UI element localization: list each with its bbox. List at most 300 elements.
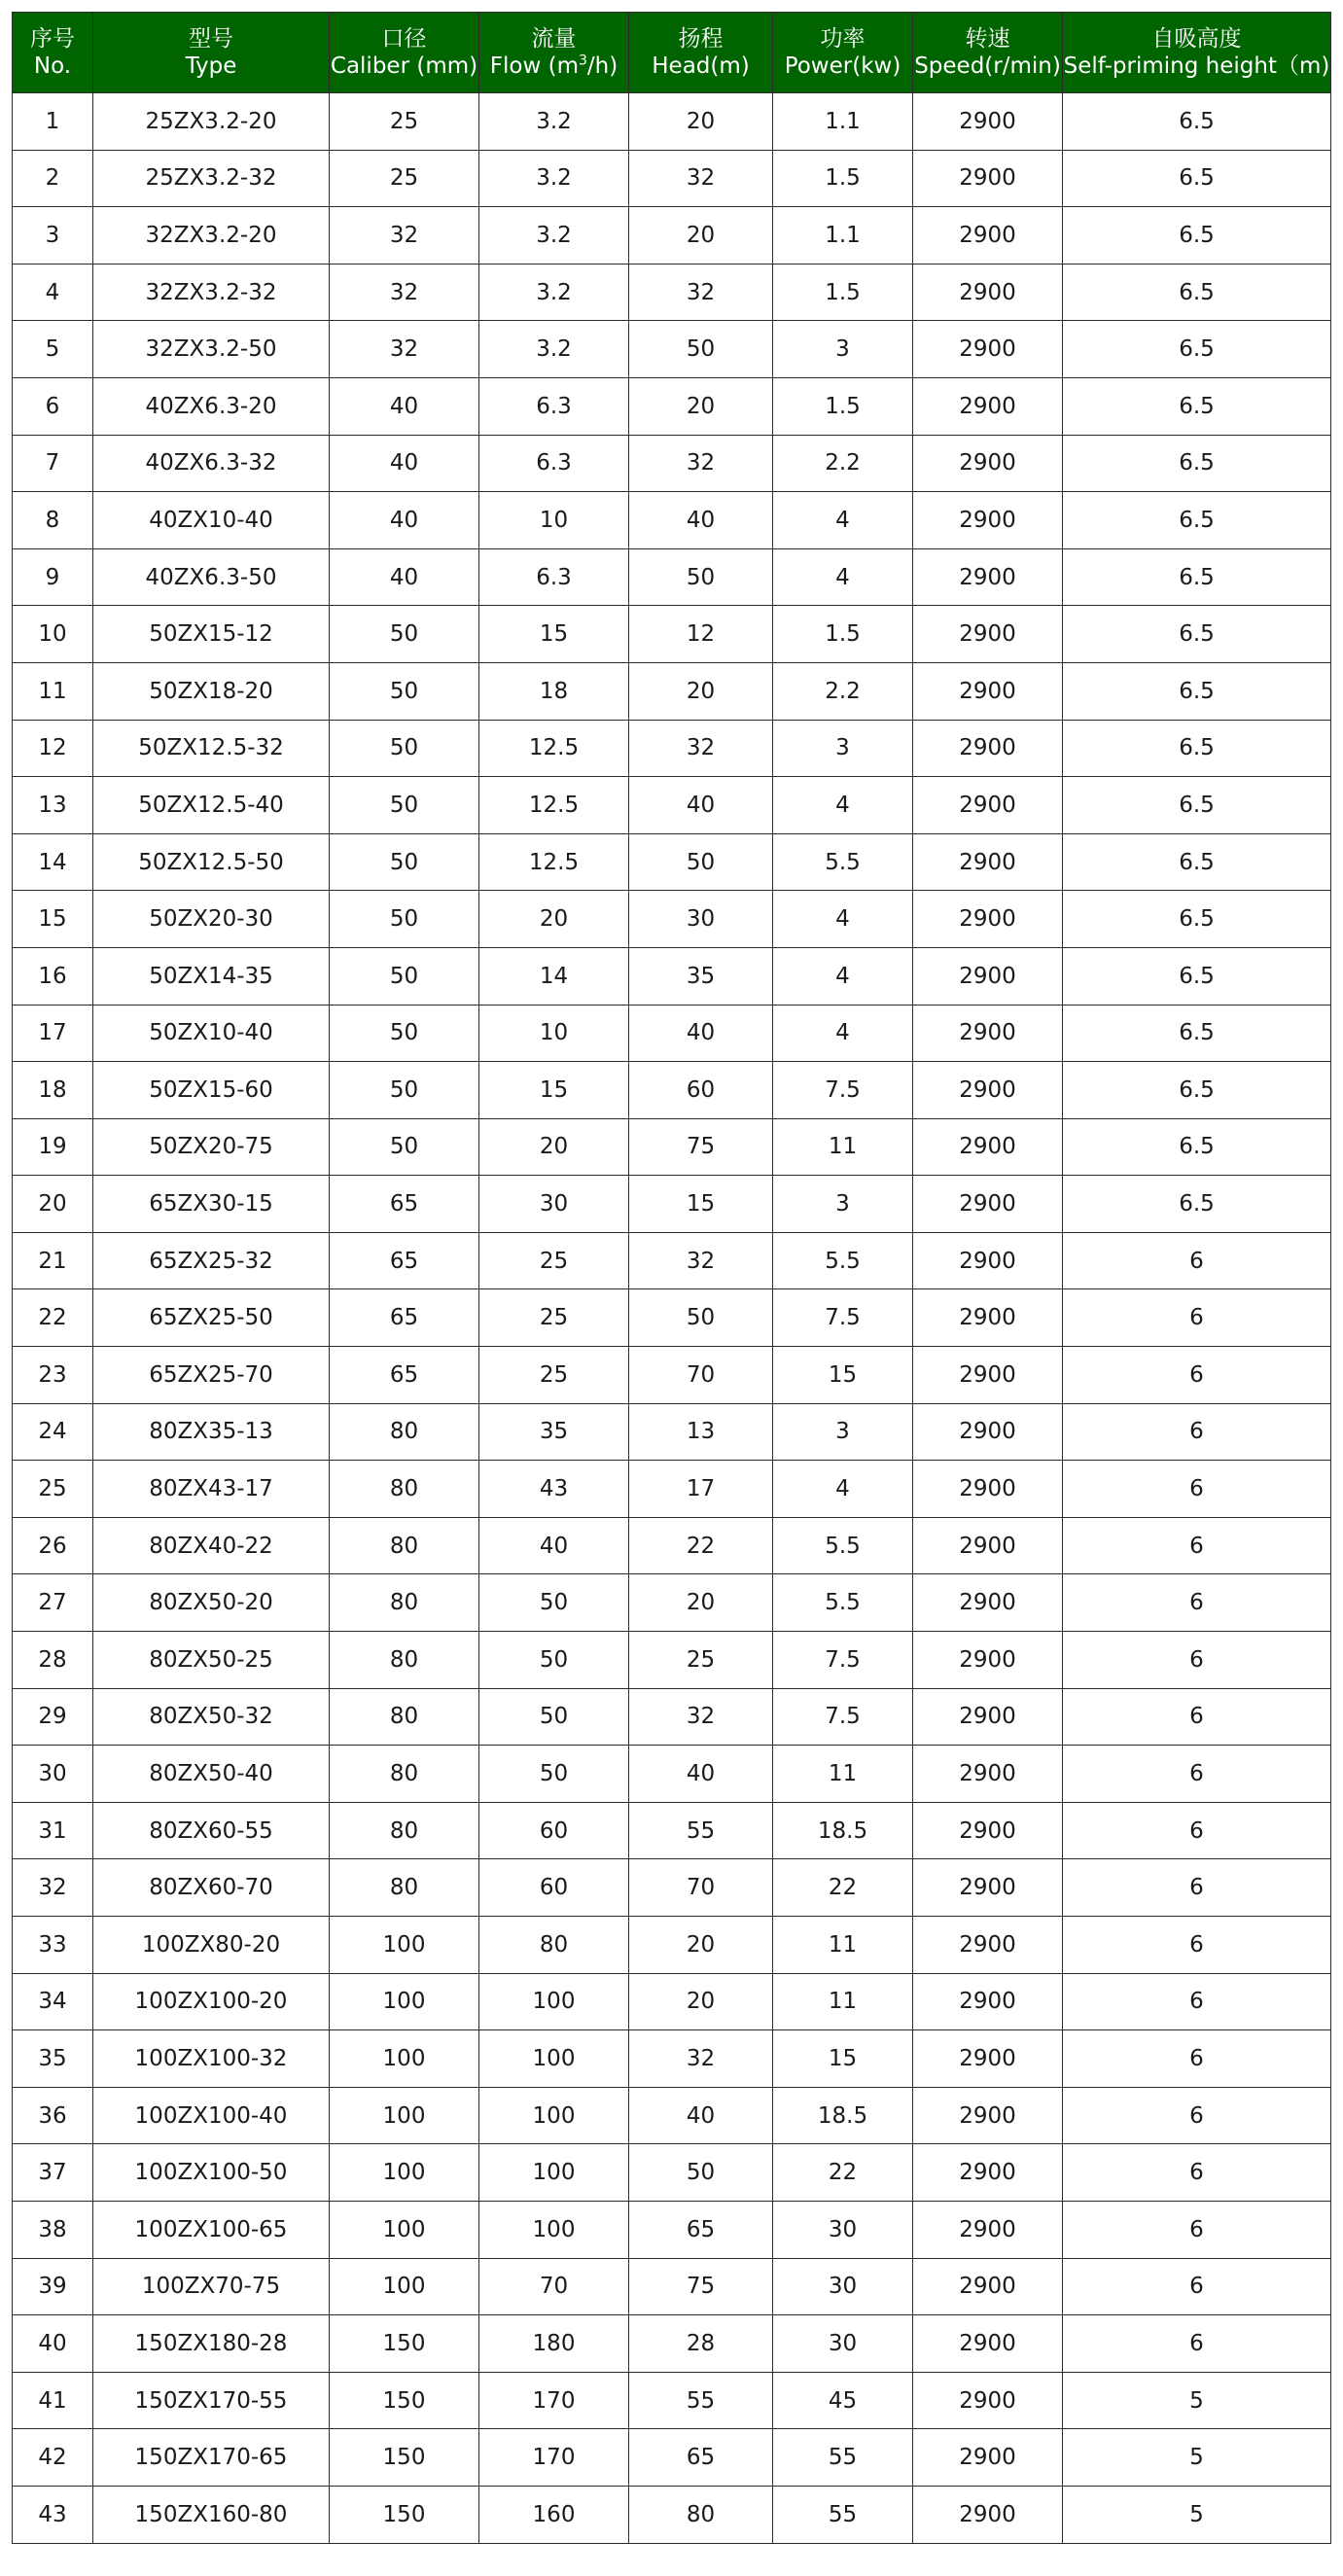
power-cell: 4 (773, 891, 913, 948)
flow-cell: 100 (479, 2201, 629, 2258)
flow-cell: 60 (479, 1859, 629, 1917)
flow-cell: 20 (479, 891, 629, 948)
type-cell: 100ZX100-20 (93, 1973, 330, 2030)
header-flow-en-post: /h) (586, 53, 618, 79)
self-priming-height-cell: 6 (1063, 1917, 1331, 1974)
flow-cell: 3.2 (479, 264, 629, 321)
no-cell: 14 (13, 833, 93, 891)
header-no-en: No. (33, 53, 72, 79)
power-cell: 7.5 (773, 1062, 913, 1119)
self-priming-height-cell: 6.5 (1063, 833, 1331, 891)
head-cell: 40 (629, 777, 773, 834)
table-row (13, 891, 1331, 948)
power-cell: 30 (773, 2201, 913, 2258)
flow-cell: 12.5 (479, 777, 629, 834)
table-row (13, 93, 1331, 151)
speed-cell: 2900 (913, 662, 1063, 720)
power-cell: 15 (773, 1347, 913, 1404)
speed-cell: 2900 (913, 606, 1063, 663)
table-row (13, 777, 1331, 834)
self-priming-height-cell: 6.5 (1063, 264, 1331, 321)
no-cell: 23 (13, 1347, 93, 1404)
speed-cell: 2900 (913, 777, 1063, 834)
power-cell: 3 (773, 720, 913, 777)
caliber-cell: 65 (330, 1232, 479, 1289)
speed-cell: 2900 (913, 1005, 1063, 1062)
power-cell: 7.5 (773, 1632, 913, 1689)
speed-cell: 2900 (913, 1289, 1063, 1347)
table-row (13, 2201, 1331, 2258)
self-priming-height-cell: 6.5 (1063, 891, 1331, 948)
self-priming-height-cell: 6.5 (1063, 662, 1331, 720)
power-cell: 1.5 (773, 606, 913, 663)
no-cell: 20 (13, 1176, 93, 1233)
power-cell: 4 (773, 947, 913, 1005)
power-cell: 7.5 (773, 1688, 913, 1746)
head-cell: 50 (629, 1289, 773, 1347)
self-priming-height-cell: 6 (1063, 1347, 1331, 1404)
head-cell: 75 (629, 1118, 773, 1176)
no-cell: 35 (13, 2030, 93, 2088)
table-row (13, 1746, 1331, 1803)
power-cell: 5.5 (773, 1574, 913, 1632)
head-cell: 32 (629, 264, 773, 321)
table-row (13, 1574, 1331, 1632)
flow-cell: 15 (479, 606, 629, 663)
flow-cell: 160 (479, 2486, 629, 2543)
caliber-cell: 80 (330, 1802, 479, 1859)
head-cell: 20 (629, 207, 773, 265)
self-priming-height-cell: 6.5 (1063, 150, 1331, 207)
caliber-cell: 50 (330, 1062, 479, 1119)
table-row (13, 2372, 1331, 2429)
caliber-cell: 65 (330, 1347, 479, 1404)
head-cell: 80 (629, 2486, 773, 2543)
no-cell: 25 (13, 1461, 93, 1518)
header-flow-zh: 流量 (531, 26, 577, 52)
no-cell: 2 (13, 150, 93, 207)
speed-cell: 2900 (913, 2087, 1063, 2144)
header-head-en: Head(m) (652, 53, 750, 79)
power-cell: 1.1 (773, 207, 913, 265)
table-row (13, 1973, 1331, 2030)
flow-cell: 180 (479, 2315, 629, 2373)
caliber-cell: 100 (330, 1917, 479, 1974)
self-priming-height-cell: 6.5 (1063, 1062, 1331, 1119)
caliber-cell: 25 (330, 93, 479, 151)
speed-cell: 2900 (913, 1062, 1063, 1119)
header-power (773, 13, 913, 93)
self-priming-height-cell: 6 (1063, 1632, 1331, 1689)
head-cell: 20 (629, 1973, 773, 2030)
flow-cell: 20 (479, 1118, 629, 1176)
table-header (13, 13, 1331, 93)
head-cell: 35 (629, 947, 773, 1005)
self-priming-height-cell: 6.5 (1063, 1005, 1331, 1062)
table-row (13, 1802, 1331, 1859)
type-cell: 50ZX14-35 (93, 947, 330, 1005)
self-priming-height-cell: 6.5 (1063, 720, 1331, 777)
head-cell: 22 (629, 1517, 773, 1574)
table-row (13, 321, 1331, 378)
no-cell: 33 (13, 1917, 93, 1974)
self-priming-height-cell: 6 (1063, 2315, 1331, 2373)
table-row (13, 492, 1331, 549)
head-cell: 32 (629, 435, 773, 492)
power-cell: 11 (773, 1973, 913, 2030)
head-cell: 25 (629, 1632, 773, 1689)
table-row (13, 1688, 1331, 1746)
self-priming-height-cell: 6 (1063, 1688, 1331, 1746)
header-power-zh: 功率 (820, 26, 866, 52)
speed-cell: 2900 (913, 435, 1063, 492)
flow-cell: 10 (479, 1005, 629, 1062)
self-priming-height-cell: 6.5 (1063, 93, 1331, 151)
head-cell: 32 (629, 2030, 773, 2088)
speed-cell: 2900 (913, 492, 1063, 549)
type-cell: 100ZX80-20 (93, 1917, 330, 1974)
self-priming-height-cell: 6 (1063, 1574, 1331, 1632)
self-priming-height-cell: 6 (1063, 1802, 1331, 1859)
power-cell: 1.5 (773, 150, 913, 207)
type-cell: 65ZX25-50 (93, 1289, 330, 1347)
flow-cell: 3.2 (479, 321, 629, 378)
power-cell: 22 (773, 1859, 913, 1917)
no-cell: 13 (13, 777, 93, 834)
no-cell: 28 (13, 1632, 93, 1689)
power-cell: 7.5 (773, 1289, 913, 1347)
head-cell: 32 (629, 1232, 773, 1289)
flow-cell: 3.2 (479, 207, 629, 265)
self-priming-height-cell: 6 (1063, 1746, 1331, 1803)
self-priming-height-cell: 6.5 (1063, 606, 1331, 663)
type-cell: 80ZX50-40 (93, 1746, 330, 1803)
no-cell: 43 (13, 2486, 93, 2543)
caliber-cell: 80 (330, 1517, 479, 1574)
table-row (13, 1118, 1331, 1176)
table-row (13, 1461, 1331, 1518)
type-cell: 32ZX3.2-32 (93, 264, 330, 321)
self-priming-height-cell: 6 (1063, 1859, 1331, 1917)
caliber-cell: 80 (330, 1403, 479, 1461)
head-cell: 70 (629, 1347, 773, 1404)
power-cell: 5.5 (773, 1232, 913, 1289)
head-cell: 30 (629, 891, 773, 948)
type-cell: 100ZX100-65 (93, 2201, 330, 2258)
head-cell: 15 (629, 1176, 773, 1233)
no-cell: 21 (13, 1232, 93, 1289)
head-cell: 32 (629, 720, 773, 777)
caliber-cell: 150 (330, 2429, 479, 2487)
self-priming-height-cell: 6.5 (1063, 435, 1331, 492)
caliber-cell: 50 (330, 720, 479, 777)
no-cell: 18 (13, 1062, 93, 1119)
head-cell: 40 (629, 2087, 773, 2144)
no-cell: 16 (13, 947, 93, 1005)
no-cell: 1 (13, 93, 93, 151)
speed-cell: 2900 (913, 1232, 1063, 1289)
flow-cell: 80 (479, 1917, 629, 1974)
head-cell: 40 (629, 1005, 773, 1062)
header-speed-zh: 转速 (965, 26, 1010, 52)
speed-cell: 2900 (913, 947, 1063, 1005)
no-cell: 12 (13, 720, 93, 777)
table-row (13, 1632, 1331, 1689)
flow-cell: 100 (479, 1973, 629, 2030)
head-cell: 20 (629, 662, 773, 720)
caliber-cell: 100 (330, 1973, 479, 2030)
flow-cell: 70 (479, 2258, 629, 2315)
self-priming-height-cell: 6.5 (1063, 548, 1331, 606)
table-row (13, 1005, 1331, 1062)
head-cell: 40 (629, 492, 773, 549)
type-cell: 25ZX3.2-32 (93, 150, 330, 207)
type-cell: 80ZX43-17 (93, 1461, 330, 1518)
power-cell: 4 (773, 548, 913, 606)
self-priming-height-cell: 6 (1063, 2144, 1331, 2202)
speed-cell: 2900 (913, 150, 1063, 207)
no-cell: 42 (13, 2429, 93, 2487)
pump-spec-table (12, 12, 1331, 2544)
header-flow (479, 13, 629, 93)
type-cell: 150ZX180-28 (93, 2315, 330, 2373)
power-cell: 22 (773, 2144, 913, 2202)
table-row (13, 150, 1331, 207)
table-row (13, 435, 1331, 492)
flow-cell: 100 (479, 2144, 629, 2202)
self-priming-height-cell: 6 (1063, 2087, 1331, 2144)
table-row (13, 2144, 1331, 2202)
self-priming-height-cell: 6 (1063, 1232, 1331, 1289)
type-cell: 150ZX170-55 (93, 2372, 330, 2429)
no-cell: 31 (13, 1802, 93, 1859)
no-cell: 9 (13, 548, 93, 606)
speed-cell: 2900 (913, 1746, 1063, 1803)
caliber-cell: 50 (330, 662, 479, 720)
no-cell: 24 (13, 1403, 93, 1461)
self-priming-height-cell: 6 (1063, 1461, 1331, 1518)
head-cell: 28 (629, 2315, 773, 2373)
speed-cell: 2900 (913, 1461, 1063, 1518)
caliber-cell: 65 (330, 1289, 479, 1347)
flow-cell: 43 (479, 1461, 629, 1518)
no-cell: 27 (13, 1574, 93, 1632)
power-cell: 18.5 (773, 2087, 913, 2144)
table-row (13, 1517, 1331, 1574)
type-cell: 25ZX3.2-20 (93, 93, 330, 151)
self-priming-height-cell: 6.5 (1063, 947, 1331, 1005)
self-priming-height-cell: 6 (1063, 1289, 1331, 1347)
header-speed-en: Speed(r/min) (914, 53, 1061, 79)
type-cell: 50ZX12.5-50 (93, 833, 330, 891)
header-flow-en-pre: Flow (m (489, 53, 579, 79)
no-cell: 4 (13, 264, 93, 321)
header-caliber-en: Caliber (mm) (330, 53, 478, 79)
flow-cell: 6.3 (479, 377, 629, 435)
power-cell: 4 (773, 1461, 913, 1518)
head-cell: 70 (629, 1859, 773, 1917)
power-cell: 2.2 (773, 435, 913, 492)
type-cell: 80ZX40-22 (93, 1517, 330, 1574)
speed-cell: 2900 (913, 1517, 1063, 1574)
speed-cell: 2900 (913, 2486, 1063, 2543)
header-self-priming-en: Self-priming height（m) (1063, 53, 1330, 79)
table-body (13, 93, 1331, 2544)
table-row (13, 2315, 1331, 2373)
flow-cell: 50 (479, 1632, 629, 1689)
speed-cell: 2900 (913, 2315, 1063, 2373)
caliber-cell: 50 (330, 606, 479, 663)
head-cell: 65 (629, 2201, 773, 2258)
no-cell: 39 (13, 2258, 93, 2315)
flow-cell: 30 (479, 1176, 629, 1233)
speed-cell: 2900 (913, 2258, 1063, 2315)
speed-cell: 2900 (913, 1917, 1063, 1974)
head-cell: 50 (629, 833, 773, 891)
power-cell: 1.1 (773, 93, 913, 151)
head-cell: 55 (629, 1802, 773, 1859)
no-cell: 22 (13, 1289, 93, 1347)
speed-cell: 2900 (913, 2429, 1063, 2487)
table-row (13, 377, 1331, 435)
flow-cell: 14 (479, 947, 629, 1005)
head-cell: 65 (629, 2429, 773, 2487)
no-cell: 36 (13, 2087, 93, 2144)
table-row (13, 606, 1331, 663)
type-cell: 40ZX6.3-50 (93, 548, 330, 606)
head-cell: 20 (629, 93, 773, 151)
caliber-cell: 150 (330, 2486, 479, 2543)
table-row (13, 207, 1331, 265)
speed-cell: 2900 (913, 2372, 1063, 2429)
head-cell: 50 (629, 2144, 773, 2202)
caliber-cell: 50 (330, 777, 479, 834)
flow-cell: 50 (479, 1688, 629, 1746)
speed-cell: 2900 (913, 1859, 1063, 1917)
type-cell: 50ZX20-30 (93, 891, 330, 948)
caliber-cell: 40 (330, 548, 479, 606)
power-cell: 55 (773, 2429, 913, 2487)
caliber-cell: 80 (330, 1859, 479, 1917)
type-cell: 80ZX50-20 (93, 1574, 330, 1632)
speed-cell: 2900 (913, 1632, 1063, 1689)
header-row (13, 13, 1331, 93)
type-cell: 50ZX18-20 (93, 662, 330, 720)
type-cell: 50ZX20-75 (93, 1118, 330, 1176)
flow-cell: 40 (479, 1517, 629, 1574)
caliber-cell: 80 (330, 1461, 479, 1518)
flow-cell: 35 (479, 1403, 629, 1461)
speed-cell: 2900 (913, 2201, 1063, 2258)
table-row (13, 1347, 1331, 1404)
speed-cell: 2900 (913, 1118, 1063, 1176)
head-cell: 17 (629, 1461, 773, 1518)
type-cell: 32ZX3.2-20 (93, 207, 330, 265)
self-priming-height-cell: 6.5 (1063, 321, 1331, 378)
type-cell: 100ZX70-75 (93, 2258, 330, 2315)
type-cell: 80ZX50-32 (93, 1688, 330, 1746)
self-priming-height-cell: 5 (1063, 2429, 1331, 2487)
caliber-cell: 80 (330, 1574, 479, 1632)
type-cell: 32ZX3.2-50 (93, 321, 330, 378)
type-cell: 40ZX10-40 (93, 492, 330, 549)
power-cell: 3 (773, 1176, 913, 1233)
type-cell: 80ZX35-13 (93, 1403, 330, 1461)
caliber-cell: 150 (330, 2315, 479, 2373)
no-cell: 7 (13, 435, 93, 492)
header-type-zh: 型号 (189, 26, 233, 52)
caliber-cell: 150 (330, 2372, 479, 2429)
type-cell: 150ZX170-65 (93, 2429, 330, 2487)
header-speed (913, 13, 1063, 93)
caliber-cell: 32 (330, 264, 479, 321)
power-cell: 4 (773, 777, 913, 834)
flow-cell: 3.2 (479, 150, 629, 207)
flow-cell: 100 (479, 2030, 629, 2088)
table-row (13, 264, 1331, 321)
head-cell: 60 (629, 1062, 773, 1119)
speed-cell: 2900 (913, 2030, 1063, 2088)
table-row (13, 1232, 1331, 1289)
flow-cell: 18 (479, 662, 629, 720)
power-cell: 11 (773, 1746, 913, 1803)
speed-cell: 2900 (913, 93, 1063, 151)
speed-cell: 2900 (913, 264, 1063, 321)
speed-cell: 2900 (913, 1176, 1063, 1233)
speed-cell: 2900 (913, 1403, 1063, 1461)
caliber-cell: 100 (330, 2087, 479, 2144)
type-cell: 150ZX160-80 (93, 2486, 330, 2543)
table-row (13, 2258, 1331, 2315)
flow-cell: 12.5 (479, 833, 629, 891)
speed-cell: 2900 (913, 1973, 1063, 2030)
type-cell: 40ZX6.3-32 (93, 435, 330, 492)
self-priming-height-cell: 6 (1063, 1403, 1331, 1461)
table-row (13, 1403, 1331, 1461)
flow-cell: 170 (479, 2429, 629, 2487)
caliber-cell: 100 (330, 2030, 479, 2088)
speed-cell: 2900 (913, 2144, 1063, 2202)
caliber-cell: 40 (330, 377, 479, 435)
flow-cell: 3.2 (479, 93, 629, 151)
power-cell: 1.5 (773, 264, 913, 321)
no-cell: 6 (13, 377, 93, 435)
type-cell: 40ZX6.3-20 (93, 377, 330, 435)
self-priming-height-cell: 6.5 (1063, 1118, 1331, 1176)
no-cell: 10 (13, 606, 93, 663)
header-caliber (330, 13, 479, 93)
caliber-cell: 40 (330, 435, 479, 492)
self-priming-height-cell: 6 (1063, 1973, 1331, 2030)
head-cell: 75 (629, 2258, 773, 2315)
table-row (13, 833, 1331, 891)
no-cell: 19 (13, 1118, 93, 1176)
type-cell: 50ZX12.5-32 (93, 720, 330, 777)
power-cell: 5.5 (773, 1517, 913, 1574)
no-cell: 32 (13, 1859, 93, 1917)
caliber-cell: 80 (330, 1632, 479, 1689)
no-cell: 26 (13, 1517, 93, 1574)
power-cell: 18.5 (773, 1802, 913, 1859)
no-cell: 11 (13, 662, 93, 720)
power-cell: 4 (773, 1005, 913, 1062)
type-cell: 65ZX30-15 (93, 1176, 330, 1233)
caliber-cell: 100 (330, 2144, 479, 2202)
self-priming-height-cell: 6.5 (1063, 207, 1331, 265)
table-row (13, 1289, 1331, 1347)
flow-cell: 12.5 (479, 720, 629, 777)
caliber-cell: 50 (330, 891, 479, 948)
